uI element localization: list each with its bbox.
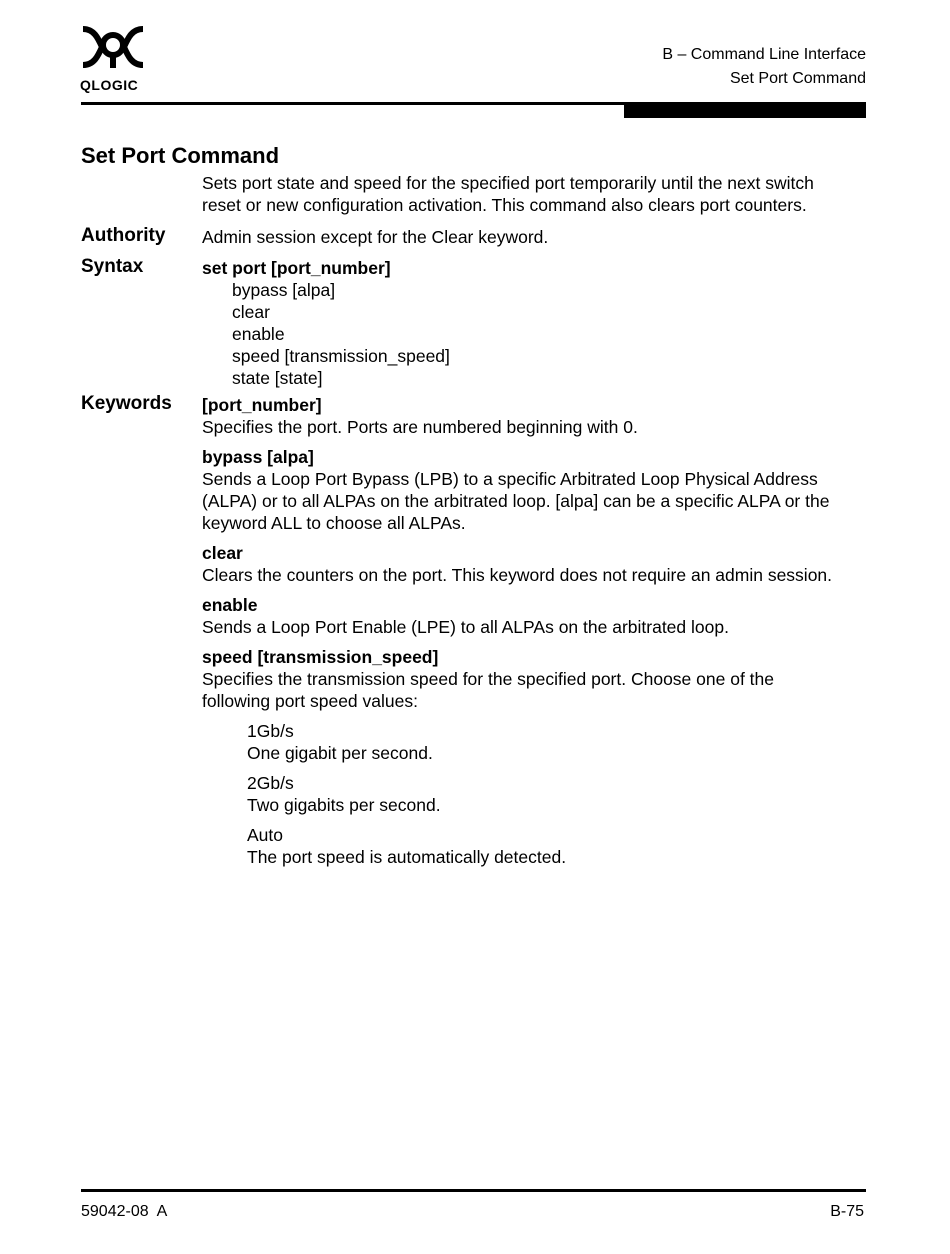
keyword-desc: Sends a Loop Port Enable (LPE) to all ALPAs on the arbitrated loop.: [202, 617, 729, 637]
speed-value-desc: One gigabit per second.: [247, 743, 433, 763]
header-chapter: B – Command Line Interface: [662, 46, 866, 63]
syntax-option: state [state]: [232, 368, 323, 388]
syntax-option: speed [transmission_speed]: [232, 346, 450, 366]
header-bar: [624, 102, 866, 118]
keyword-desc: Clears the counters on the port. This keyword does not require an admin session.: [202, 565, 833, 585]
keyword-desc: Specifies the transmission speed for the specified port. Choose one of the: [202, 669, 774, 689]
keywords-label: Keywords: [81, 393, 172, 414]
header-section: Set Port Command: [729, 70, 866, 87]
syntax-option: clear: [232, 302, 270, 322]
logo-text: QLOGIC: [80, 77, 139, 93]
footer-page-number: B-75: [830, 1203, 864, 1220]
authority-text: Admin session except for the Clear keyword.: [202, 227, 549, 247]
keyword-desc: Sends a Loop Port Bypass (LPB) to a specific Arbitrated Loop Physical Address: [202, 469, 818, 489]
speed-value: 2Gb/s: [247, 773, 294, 793]
keyword-desc: Specifies the port. Ports are numbered beginning with 0.: [202, 417, 638, 437]
authority-label: Authority: [81, 225, 166, 246]
syntax-option: enable: [232, 324, 285, 344]
keyword-name: enable: [202, 595, 258, 615]
keyword-name: clear: [202, 543, 243, 563]
keyword-name: bypass [alpa]: [202, 447, 314, 467]
speed-value: 1Gb/s: [247, 721, 294, 741]
keyword-desc: following port speed values:: [202, 691, 418, 711]
keyword-desc: (ALPA) or to all ALPAs on the arbitrated loop. [alpa] can be a specific ALPA or the: [202, 491, 830, 511]
speed-value-desc: The port speed is automatically detected.: [247, 847, 567, 867]
qlogic-logo: [80, 26, 150, 92]
footer-doc-number: 59042-08 A: [81, 1203, 168, 1220]
keyword-name: [port_number]: [202, 395, 322, 415]
keyword-desc: keyword ALL to choose all ALPAs.: [202, 513, 466, 533]
syntax-option: bypass [alpa]: [232, 280, 336, 300]
speed-value: Auto: [247, 825, 283, 845]
keyword-name: speed [transmission_speed]: [202, 647, 439, 667]
page-title: Set Port Command: [81, 143, 280, 168]
syntax-command: set port [port_number]: [202, 258, 391, 278]
footer-rule: [81, 1189, 866, 1192]
syntax-label: Syntax: [81, 256, 144, 277]
description-line: reset or new configuration activation. This command also clears port counters.: [202, 195, 807, 215]
speed-value-desc: Two gigabits per second.: [247, 795, 441, 815]
description-line: Sets port state and speed for the specified port temporarily until the next switch: [202, 173, 814, 193]
qlogic-logo-icon: [80, 26, 146, 68]
